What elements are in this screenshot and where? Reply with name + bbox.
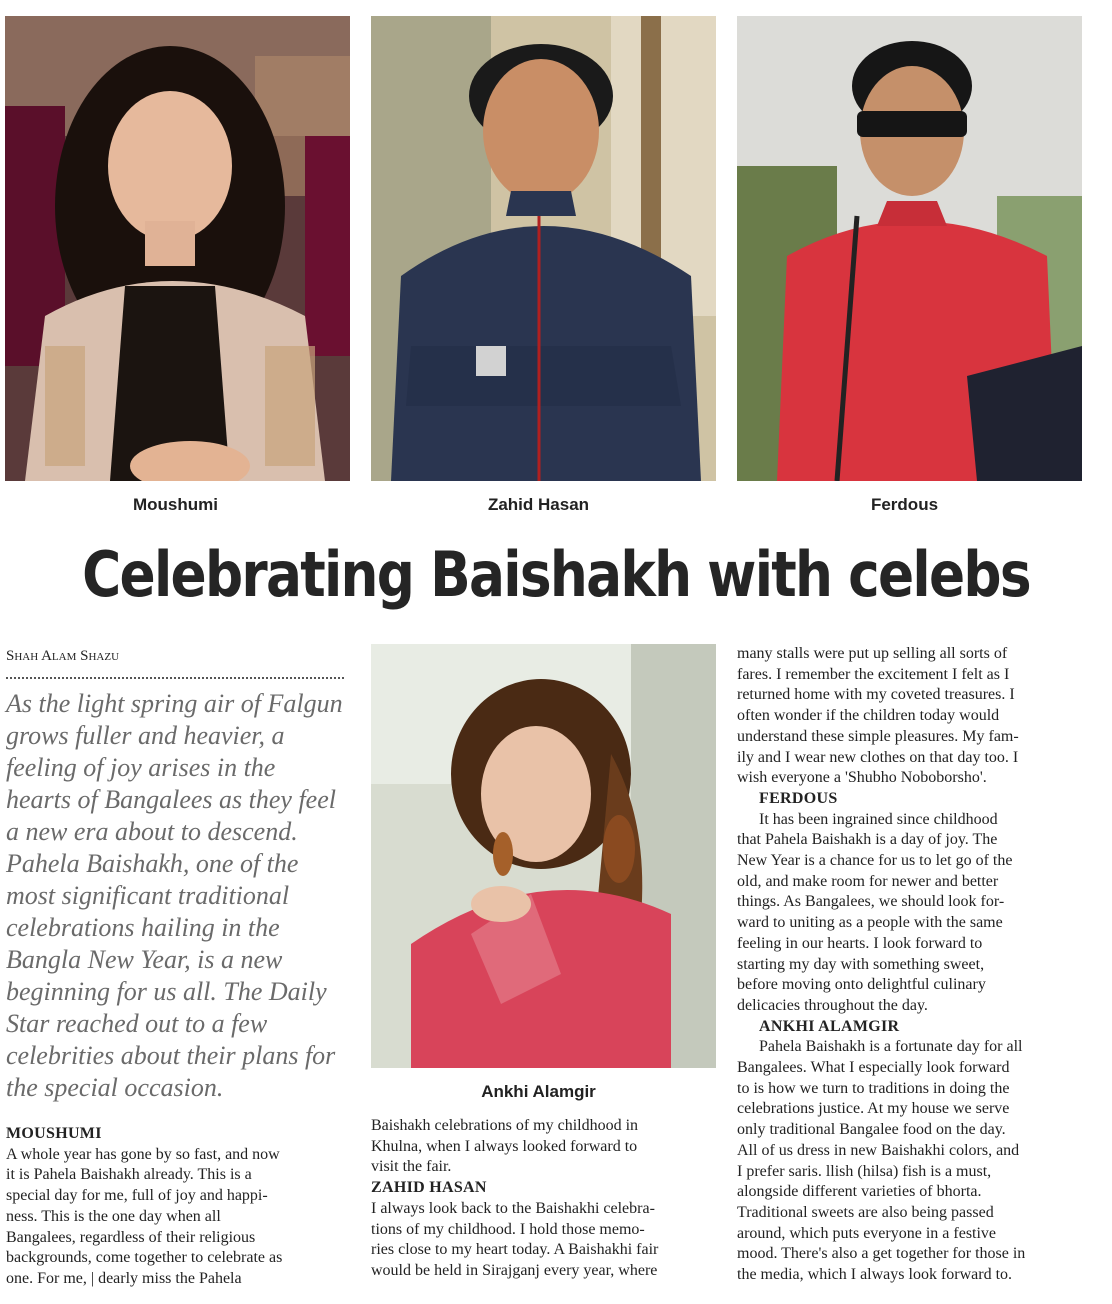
text-line: celebrations justice. At my house we serve bbox=[737, 1100, 1010, 1118]
photo-moushumi bbox=[5, 16, 350, 481]
caption-moushumi: Moushumi bbox=[133, 495, 218, 514]
section-heading-ferdous: FERDOUS bbox=[759, 789, 838, 807]
section-heading-moushumi: MOUSHUMI bbox=[6, 1125, 102, 1142]
text-line: around, which puts everyone in a festive bbox=[737, 1224, 997, 1242]
article-headline: Celebrating Baishakh with celebs bbox=[82, 538, 1030, 611]
text-line: before moving onto delightful culinary bbox=[737, 976, 986, 994]
text-line: ries close to my heart today. A Baishakhi fair bbox=[371, 1241, 659, 1259]
column-2 bbox=[371, 1116, 716, 1282]
text-line: A whole year has gone by so fast, and now bbox=[6, 1145, 280, 1163]
section-heading-zahid-hasan: ZAHID HASAN bbox=[371, 1179, 487, 1197]
text-line: tions of my childhood. I hold those memo- bbox=[371, 1220, 645, 1238]
text-line: ward to uniting as a people with the same bbox=[737, 914, 1003, 932]
text-line: one. For me, | dearly miss the Pahela bbox=[6, 1269, 242, 1287]
text-line: visit the fair. bbox=[371, 1158, 452, 1176]
text-line: I prefer saris. llish (hilsa) fish is a must, bbox=[737, 1162, 992, 1180]
text-line: Baishakh celebrations of my childhood in bbox=[371, 1117, 639, 1134]
text-line: only traditional Bangalee food on the day. bbox=[737, 1121, 1006, 1139]
text-line: It has been ingrained since childhood bbox=[759, 810, 998, 828]
text-line: starting my day with something sweet, bbox=[737, 955, 985, 973]
text-line: mood. There's also a get together for those in bbox=[737, 1245, 1026, 1263]
text-line: fares. I remember the excitement I felt as I bbox=[737, 665, 1010, 683]
caption-ankhi-alamgir: Ankhi Alamgir bbox=[481, 1082, 596, 1101]
photo-ankhi-alamgir bbox=[371, 644, 716, 1068]
photo-zahid-hasan bbox=[371, 16, 716, 481]
text-line: Bangalees, regardless of their religious bbox=[6, 1228, 256, 1246]
text-line: New Year is a chance for us to let go of the bbox=[737, 852, 1013, 870]
byline-divider bbox=[6, 677, 344, 679]
text-line: it is Pahela Baishakh already. This is a bbox=[6, 1166, 252, 1184]
text-line: backgrounds, come together to celebrate as bbox=[6, 1249, 283, 1267]
text-line: many stalls were put up selling all sorts of bbox=[737, 645, 1008, 662]
text-line: ness. This is the one day when all bbox=[6, 1207, 221, 1225]
text-line: would be held in Sirajganj every year, where bbox=[371, 1261, 658, 1279]
text-line: Pahela Baishakh is a fortunate day for all bbox=[759, 1038, 1023, 1056]
text-line: special day for me, full of joy and happi- bbox=[6, 1187, 268, 1205]
column-3 bbox=[737, 644, 1087, 1286]
text-line: All of us dress in new Baishakhi colors, and bbox=[737, 1141, 1020, 1159]
text-line: delicacies throughout the day. bbox=[737, 996, 928, 1014]
text-line: Traditional sweets are also being passed bbox=[737, 1203, 994, 1221]
section-heading-ankhi-alamgir: ANKHI ALAMGIR bbox=[759, 1017, 900, 1035]
text-line: to is how we turn to traditions in doing the bbox=[737, 1079, 1010, 1097]
text-line: Khulna, when I always looked forward to bbox=[371, 1137, 638, 1155]
text-line: alongside different varieties of bhorta. bbox=[737, 1183, 982, 1201]
text-line: old, and make room for newer and better bbox=[737, 872, 999, 890]
intro-paragraph: As the light spring air of Falgun grows fuller and heavier, a feeling of joy arises in the hearts of Bangalees as they feel a new era about to descend. Pahela Baishakh, one of the most significant traditional celebrations hailing in the Bangla New Year, is a new beginning for us all. The Daily Star reached out to a few celebrities about their plans for the special occasion. bbox=[6, 689, 343, 1102]
text-line: I always look back to the Baishakhi celebra- bbox=[371, 1199, 655, 1217]
byline: Shah Alam Shazu bbox=[6, 648, 120, 664]
column-1 bbox=[6, 1124, 351, 1290]
text-line: things. As Bangalees, we should look for- bbox=[737, 893, 1005, 911]
text-line: feeling in our hearts. I look forward to bbox=[737, 934, 983, 952]
photo-ferdous bbox=[737, 16, 1082, 481]
text-line: the media, which I always look forward to. bbox=[737, 1266, 1013, 1284]
text-line: often wonder if the children today would bbox=[737, 707, 1000, 725]
text-line: that Pahela Baishakh is a day of joy. The bbox=[737, 831, 998, 849]
text-line: returned home with my coveted treasures. I bbox=[737, 686, 1015, 704]
text-line: Bangalees. What I especially look forward bbox=[737, 1059, 1010, 1077]
text-line: ily and I wear new clothes on that day too. I bbox=[737, 748, 1019, 766]
caption-zahid-hasan: Zahid Hasan bbox=[487, 495, 590, 514]
text-line: understand these simple pleasures. My fam- bbox=[737, 727, 1019, 745]
caption-ferdous: Ferdous bbox=[870, 495, 939, 514]
text-line: wish everyone a 'Shubho Noboborsho'. bbox=[737, 769, 987, 787]
